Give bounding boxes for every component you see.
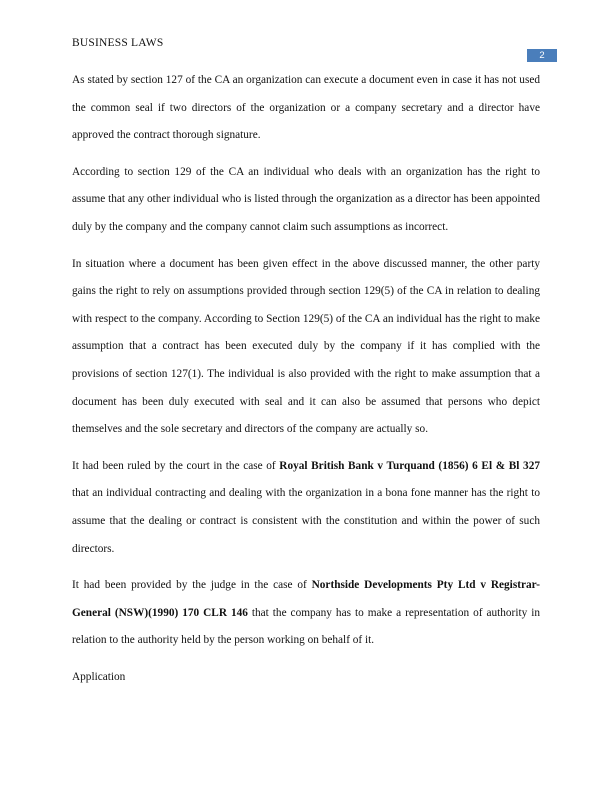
paragraph-text: It had been ruled by the court in the case of <box>72 459 280 472</box>
paragraph-text: It had been provided by the judge in the case of <box>72 579 312 592</box>
paragraph-section-129: According to section 129 of the CA an individual who deals with an organization has the right to assume that any other individual who is listed through the organization as a director has been appointed duly by the company and the company cannot claim such assumptions as incorrect. <box>72 165 540 233</box>
case-citation: Royal British Bank v Turquand (1856) 6 El & Bl 327 <box>279 459 540 472</box>
section-heading-application: Application <box>72 670 126 683</box>
paragraph-section-127: As stated by section 127 of the CA an organization can execute a document even in case it has not used the common seal if two directors of the organization or a company secretary and a director have approved the contract thorough signature. <box>72 74 540 142</box>
running-header: BUSINESS LAWS <box>72 37 164 49</box>
paragraph-text: that an individual contracting and dealing with the organization in a bona fone manner has the right to assume that the dealing or contract is consistent with the constitution and within the power of such directors. <box>72 487 540 555</box>
paragraph-assumptions: In situation where a document has been given effect in the above discussed manner, the other party gains the right to rely on assumptions provided through section 129(5) of the CA in relation to dealing with respect to the company. According to Section 129(5) of the CA an individual has the right to make assumption that a contract has been executed duly by the company if it has complied with the provisions of section 127(1). The individual is also provided with the right to make assumption that a document has been duly executed with seal and it can also be assumed that persons who depict themselves and the sole secretary and directors of the company are actually so. <box>72 257 540 436</box>
paragraph-northside-case <box>72 572 540 655</box>
case-citation: Northside Developments Pty Ltd v Registrar-General (NSW)(1990) 170 CLR 146 <box>72 579 540 619</box>
paragraph-text: that the company has to make a representation of authority in relation to the authority held by the person working on behalf of it. <box>72 606 540 647</box>
page-number-badge: 2 <box>527 49 557 62</box>
paragraph-turquand-case <box>72 453 540 563</box>
document-body <box>72 67 540 691</box>
